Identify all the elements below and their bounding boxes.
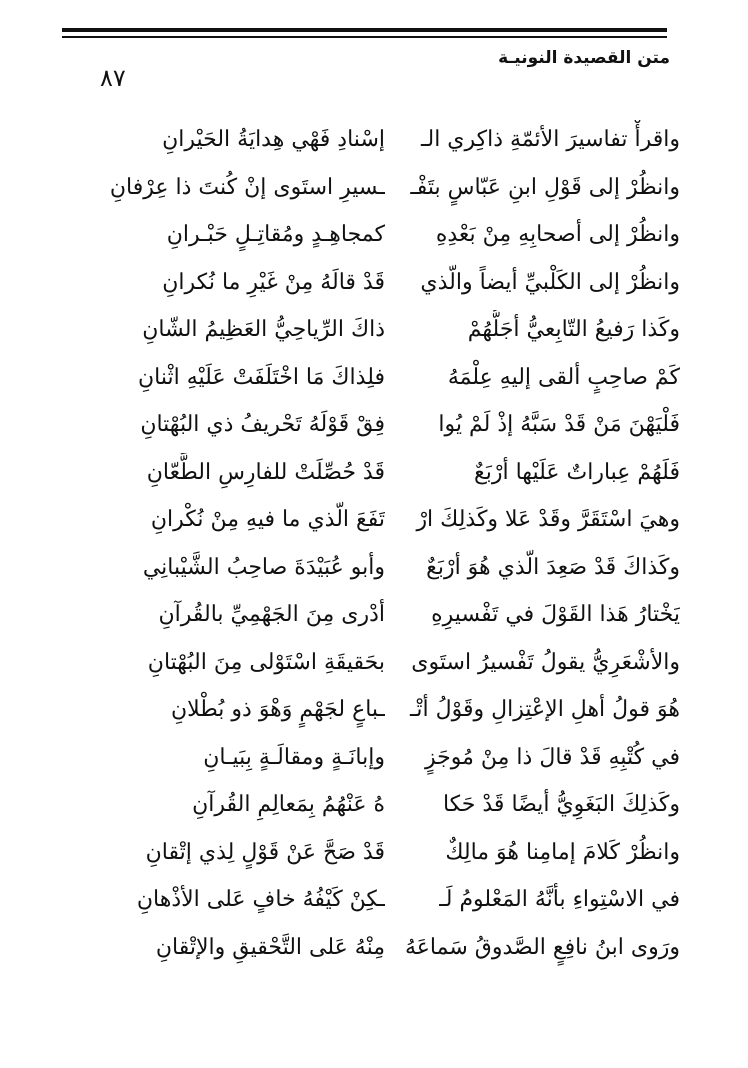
page-number: ٨٧ bbox=[100, 64, 126, 92]
verse-first-hemistich: وكَذلِكَ البَغَوِيُّ أيضًا قَدْ حَكا bbox=[442, 792, 680, 817]
verse-line bbox=[100, 310, 680, 350]
verse-line bbox=[100, 548, 680, 588]
verse-line bbox=[100, 405, 680, 445]
verse-first-hemistich: والأشْعَرِيُّ يقولُ تَفْسيرُ استَوى bbox=[411, 649, 680, 675]
verse-second-hemistich: قَدْ صَحَّ عَنْ قَوْلٍ لِذي إتْقانِ bbox=[145, 839, 385, 865]
verse-line bbox=[100, 880, 680, 920]
verse-first-hemistich: وانظُرْ كَلامَ إمامِنا هُوَ مالِكٌ bbox=[445, 839, 680, 865]
verse-second-hemistich: بحَقيقَةِ اسْتَوْلى مِنَ البُهْتانِ bbox=[147, 649, 385, 675]
verse-second-hemistich: كمجاهِـدٍ ومُقاتِـلٍ حَبْـرانِ bbox=[166, 222, 385, 247]
verse-first-hemistich: وانظُرْ إلى الكَلْبيِّ أيضاً والّذي bbox=[420, 269, 680, 295]
verse-first-hemistich: فَلْيَهْنَ مَنْ قَدْ سَبَّهُ إذْ لَمْ يُوا bbox=[438, 412, 680, 437]
book-title: متن القصيدة النونيـة bbox=[498, 48, 670, 68]
verse-first-hemistich: واقرأْ تفاسيرَ الأئمّةِ ذاكِري الـ bbox=[421, 127, 680, 152]
verse-first-hemistich: ورَوى ابنُ نافِعٍ الصَّدوقُ سَماعَهُ bbox=[405, 934, 680, 960]
verse-line bbox=[100, 120, 680, 160]
verse-line bbox=[100, 738, 680, 778]
verse-second-hemistich: وإبانَـةٍ ومقالَـةٍ بِبَيـانِ bbox=[203, 744, 385, 770]
verse-second-hemistich: قَدْ قالَهُ مِنْ غَيْرِ ما نُكرانِ bbox=[162, 269, 385, 295]
verse-line bbox=[100, 643, 680, 683]
verse-second-hemistich: قَدْ حُصِّلَتْ للفارِسِ الطَّعّانِ bbox=[146, 459, 385, 485]
verse-line bbox=[100, 453, 680, 493]
verse-first-hemistich: وانظُرْ إلى أصحابِهِ مِنْ بَعْدِهِ bbox=[435, 222, 680, 247]
verse-second-hemistich: وأبو عُبَيْدَةَ صاحِبُ الشَّيْبانِي bbox=[142, 554, 385, 580]
verse-first-hemistich: هُوَ قولُ أهلِ الإعْتِزالِ وقَوْلُ أتْـ bbox=[409, 697, 680, 722]
verse-first-hemistich: وانظُرْ إلى قَوْلِ ابنِ عَبّاسٍ بتَفْـ bbox=[410, 174, 680, 200]
verse-first-hemistich: وكَذا رَفيعُ التّابِعيُّ أجَلُّهُمْ bbox=[467, 317, 680, 342]
verse-first-hemistich: يَخْتارُ هَذا القَوْلَ في تَفْسيرِهِ bbox=[431, 602, 680, 627]
verse-second-hemistich: أدْرى مِنَ الجَهْمِيِّ بالقُرآنِ bbox=[158, 602, 385, 627]
verse-line bbox=[100, 168, 680, 208]
header-rule-thin bbox=[62, 36, 667, 38]
verse-second-hemistich: مِنْهُ عَلى التَّحْقيقِ والإتْقانِ bbox=[155, 934, 385, 960]
verse-line bbox=[100, 215, 680, 255]
verse-line bbox=[100, 358, 680, 398]
verse-first-hemistich: كَمْ صاحِبٍ ألقى إليهِ عِلْمَهُ bbox=[447, 364, 680, 390]
verse-line bbox=[100, 263, 680, 303]
verse-second-hemistich: تَفَعَ الّذي ما فيهِ مِنْ نُكْرانِ bbox=[150, 507, 385, 532]
verse-first-hemistich: وهيَ اسْتَقَرَّ وقَدْ عَلا وكَذلِكَ ارْ bbox=[416, 507, 680, 532]
verse-second-hemistich: ذاكَ الرِّياحِيُّ العَظِيمُ الشّانِ bbox=[142, 317, 385, 342]
verse-first-hemistich: في كُتْبِهِ قَدْ قالَ ذا مِنْ مُوجَزٍ bbox=[425, 744, 680, 770]
verse-second-hemistich: إسْنادِ فَهْي هِدايَةُ الحَيْرانِ bbox=[162, 127, 385, 152]
verse-second-hemistich: هُ عَنْهُمُ بِمَعالِمِ القُرآنِ bbox=[192, 792, 385, 817]
verse-line bbox=[100, 833, 680, 873]
poem-body bbox=[100, 120, 680, 980]
verse-first-hemistich: فَلَهُمْ عِباراتٌ عَلَيْها أرْبَعٌ bbox=[474, 459, 680, 485]
verse-first-hemistich: في الاسْتِواءِ بأنَّهُ المَعْلومُ لَـ bbox=[439, 887, 680, 912]
verse-line bbox=[100, 928, 680, 968]
verse-second-hemistich: فِقْ قَوْلَهُ تَحْريفُ ذي البُهْتانِ bbox=[140, 412, 385, 437]
verse-second-hemistich: ـكِنْ كَيْفُهُ خافٍ عَلى الأذْهانِ bbox=[136, 887, 385, 912]
verse-line bbox=[100, 690, 680, 730]
verse-second-hemistich: ـباعٍ لجَهْمٍ وَهْوَ ذو بُطْلانِ bbox=[170, 697, 385, 722]
verse-second-hemistich: ـسيرِ استَوى إنْ كُنتَ ذا عِرْفانِ bbox=[109, 174, 385, 200]
header-rule-thick bbox=[62, 28, 667, 32]
page-header bbox=[100, 44, 700, 94]
verse-line bbox=[100, 785, 680, 825]
verse-second-hemistich: فلِذاكَ مَا اخْتَلَفَتْ عَلَيْهِ اثْنانِ bbox=[138, 364, 385, 390]
verse-line bbox=[100, 595, 680, 635]
verse-first-hemistich: وكَذاكَ قَدْ صَعِدَ الّذي هُوَ أرْبَعٌ bbox=[426, 554, 680, 580]
verse-line bbox=[100, 500, 680, 540]
